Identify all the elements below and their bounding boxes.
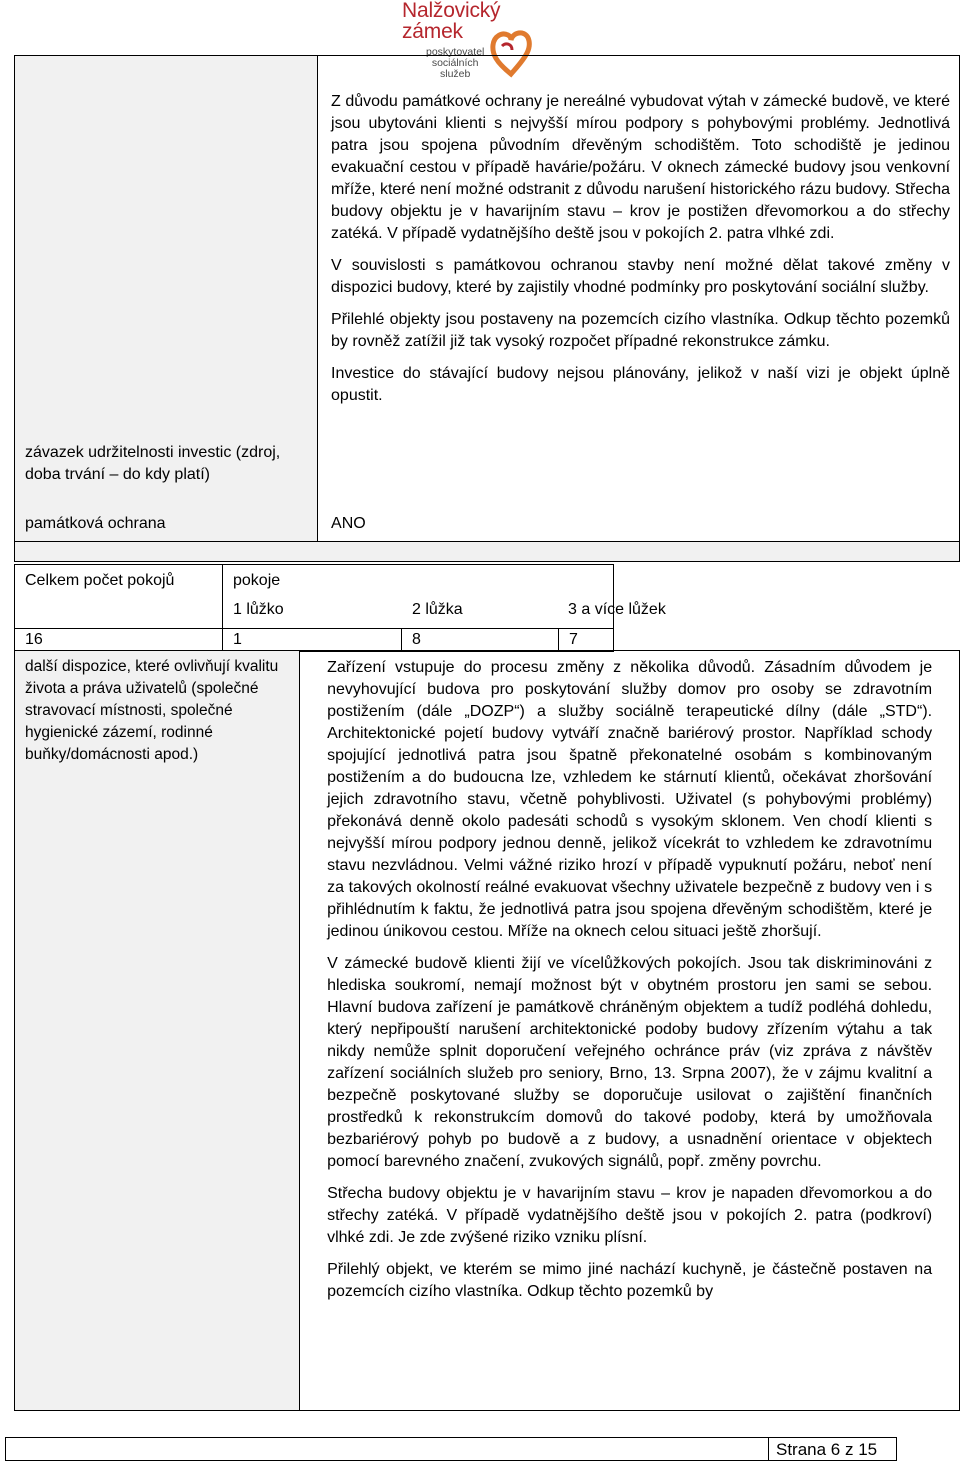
rooms-header-cell xyxy=(223,565,666,629)
logo-title-line2: zámek xyxy=(402,20,463,43)
sustainability-label: závazek udržitelnosti investic (zdroj, doba trvání – do kdy platí) xyxy=(25,444,281,483)
logo-title xyxy=(402,0,500,42)
section2-table xyxy=(14,650,960,1411)
monument-value: ANO xyxy=(331,515,366,532)
paragraph: V souvislosti s památkovou ochranou stavby není možné dělat takové změny v dispozici budovy, které by zajistily vhodné podmínky pro poskytování sociální služby. xyxy=(331,257,951,296)
paragraph: Z důvodu památkové ochrany je nereálné vybudovat výtah v zámecké budově, ve které jsou ubytováni klienti s nejvyšší mírou podpory s pohybovými problémy. Jednotlivá patra jsou spojena původním dřevěným schodištěm. Toto schodiště je jedinou evakuační cestou v případě havárie/požáru. V oknech zámecké budovy jsou venkovní mříže, které není možné odstranit z důvodu narušení historického rázu budovy. Střecha budovy objektu je v havarijním stavu – krov je postižen dřevomorkou a do střechy zatéká. V případě vydatnějšího deště jsou v pokojích 2. patra vlhké zdi. xyxy=(331,93,951,242)
rooms-label: pokoje xyxy=(233,572,281,589)
section2-label: další dispozice, které ovlivňují kvalitu života a práva uživatelů (společné stravovací místnosti, společné hygienické zázemí, rodinné buňky/domácnosti apod.) xyxy=(25,658,279,763)
footer-divider xyxy=(768,1437,769,1461)
paragraph: Střecha budovy objektu je v havarijním stavu – krov je napaden dřevomorkou a do střechy zatéká. V případě vydatnějšího deště jsou v pokojích 2. patra (podkroví) vlhké zdi. Je zde zvýšené riziko vzniku plísní. xyxy=(327,1185,933,1246)
rooms-total-value: 16 xyxy=(25,631,43,648)
section2-content-cell xyxy=(300,651,960,1411)
paragraph: V zámecké budově klienti žijí ve vícelůžkových pokojích. Jsou tak diskriminováni z hlediska soukromí, nemají možnost být v obytném prostoru jen sami se sebou. Hlavní budova zařízení je památkově chráněným objektem a tudíž podléhá dohledu, který nepřipouští narušení architektonické podoby budovy zřízením výtahu a tak nikdy nemůže splnit doporučení veřejného ochránce práv (viz zpráva z návštěv zařízení sociálních služeb pro seniory, Brno, 13. Srpna 2007), že v zájmu kvalitní a bezpečně poskytované služby se doporučuje usilovat o zajištění finančních prostředků k rekonstrukcím domovů do takové podoby, která by umožňovala bezbariérový pohyb po budově a z budovy, a usnadnění orientace v objektech pomocí barevného značení, zvukových signálů, popř. změny povrchu. xyxy=(327,955,933,1170)
rooms-v2-value: 8 xyxy=(412,631,421,648)
rooms-v3-cell xyxy=(559,629,614,652)
paragraph: Přilehlé objekty jsou postaveny na pozemcích cizího vlastníka. Odkup těchto pozemků by rovněž zatížil již tak vysoký rozpočet případné rekonstrukce zámku. xyxy=(331,311,951,350)
rooms-col1-header: 1 lůžko xyxy=(233,601,284,618)
logo-sub-line1: poskytovatel xyxy=(426,46,485,58)
logo-sub-line2: sociálních xyxy=(431,57,479,69)
rooms-v2-cell xyxy=(402,629,559,652)
logo-sub-line3: služeb xyxy=(440,68,471,80)
rooms-table xyxy=(14,564,666,652)
page-number: Strana 6 z 15 xyxy=(776,1440,878,1459)
monument-label: památková ochrana xyxy=(25,515,166,532)
footer-box xyxy=(5,1437,897,1461)
section1-label-cell xyxy=(15,56,318,542)
section2-label-cell xyxy=(15,651,300,1411)
rooms-v1-value: 1 xyxy=(233,631,242,648)
logo-title-line1: Nalžovický xyxy=(402,0,501,22)
rooms-total-label-cell xyxy=(15,565,223,629)
rooms-total-cell xyxy=(15,629,223,652)
paragraph: Zařízení vstupuje do procesu změny z několika důvodů. Zásadním důvodem je nevyhovující budova pro poskytování služby domov pro osoby se zdravotním postižením (dále „DOZP“) a služby sociálně terapeutické dílny (dále „STD“). Architektonické pojetí budovy vytváří značně bariérový prostor. Například schody spojující jednotlivá patra jsou špatně překonatelné osobám s kombinovaným postižením a do budoucna lze, vzhledem ke stárnutí klientů, očekávat zhoršování jejich zdravotního stavu, včetně pohyblivosti. Uživatel (s pohybovými problémy) překonává denně okolo padesáti schodů s vysokým sklonem. Ven chodí klienti s nejvyšší mírou podpory jednou denně, jelikož vícekrát to vzhledem ke zdravotnímu stavu nezvládnou. Velmi vážné riziko hrozí v případě vypuknutí požáru, neboť není za takových okolností reálné evakuovat všechny uživatele bezpečně z budovy ven i s přihlédnutím k faktu, že jednotlivá patra jsou spojena dřevěným schodištěm, které je jedinou únikovou cestou. Mříže na oknech celou situaci ještě zhoršují. xyxy=(327,659,933,940)
rooms-col3-header: 3 a více lůžek xyxy=(568,601,666,618)
section1-table xyxy=(14,55,960,562)
section1-content-cell xyxy=(318,56,960,542)
rooms-col2-header: 2 lůžka xyxy=(412,601,463,618)
rooms-v1-cell xyxy=(223,629,402,652)
rooms-v3-value: 7 xyxy=(569,631,578,648)
paragraph: Investice do stávající budovy nejsou plánovány, jelikož v naší vizi je objekt úplně opustit. xyxy=(331,365,951,404)
rooms-total-label: Celkem počet pokojů xyxy=(25,572,175,589)
section2-text xyxy=(327,657,932,1313)
paragraph: Přilehlý objekt, ve kterém se mimo jiné nachází kuchyně, je částečně postaven na pozemcích cizího vlastníka. Odkup těchto pozemků by xyxy=(327,1261,933,1300)
section1-text xyxy=(331,91,950,417)
section1-spacer-row xyxy=(15,542,960,562)
